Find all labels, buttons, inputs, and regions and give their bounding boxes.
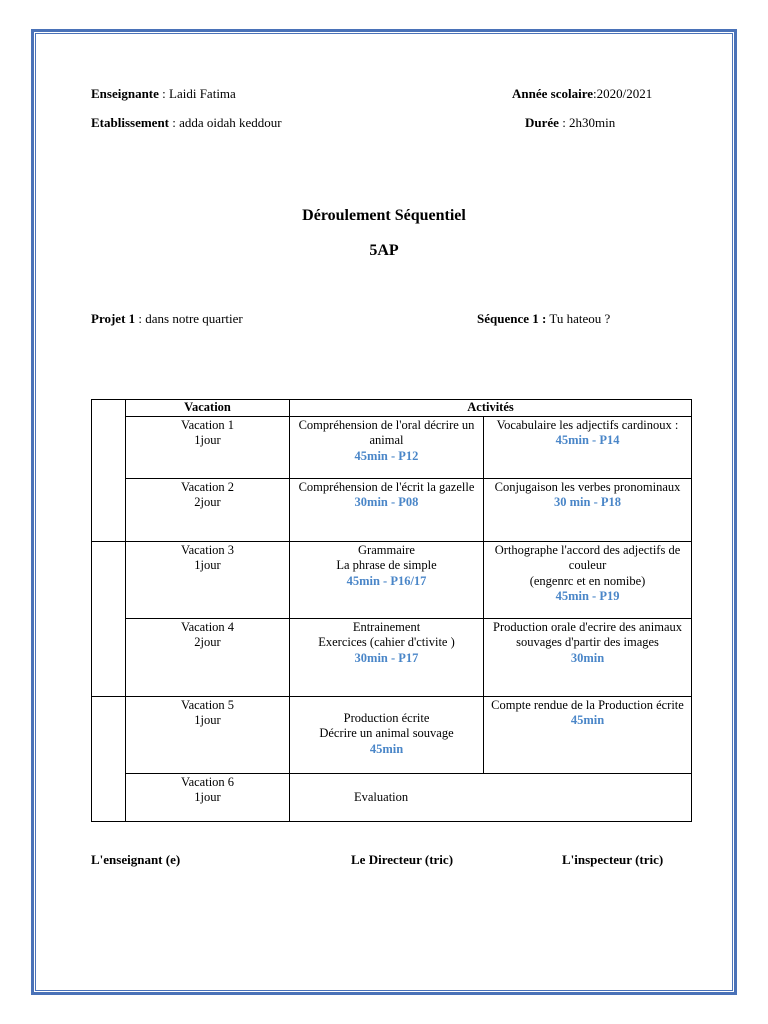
sequence-line [477, 311, 610, 327]
activity-title: Grammaire [358, 542, 415, 557]
sequence-table [91, 399, 692, 822]
vacation-cell [126, 618, 290, 696]
duration-line [525, 115, 615, 131]
vacation-days: 1jour [194, 790, 221, 804]
vacation-name: Vacation 2 [180, 479, 235, 494]
teacher-line [91, 86, 236, 102]
activity-text: Evaluation [354, 789, 409, 804]
vacation-name: Vacation 6 [180, 774, 235, 789]
vacation-cell [126, 416, 290, 478]
activity-title: Entrainement [352, 619, 421, 634]
signature-teacher: L'enseignant (e) [91, 852, 181, 867]
vacation-cell [126, 541, 290, 618]
activity-time: 30min [570, 650, 605, 665]
table-header-row [92, 400, 692, 417]
activity-cell [484, 478, 692, 541]
signature-director: Le Directeur (tric) [351, 852, 454, 867]
activity-cell [290, 478, 484, 541]
vacation-name: Vacation 4 [180, 619, 235, 634]
activity-cell [290, 416, 484, 478]
activity-text: Décrire un animal souvage [319, 726, 454, 740]
table-row [92, 416, 692, 478]
activity-cell [484, 416, 692, 478]
activity-title: Production écrite [343, 710, 430, 725]
page-subtitle: 5AP [369, 242, 399, 259]
activity-time: 45min - P12 [354, 448, 419, 463]
duration-value: : 2h30min [558, 115, 616, 130]
year-line [512, 86, 652, 102]
teacher-value: : Laidi Fatima [158, 86, 236, 101]
activity-time: 30 min - P18 [554, 495, 622, 509]
project-label: Projet 1 [91, 311, 136, 326]
activity-cell [484, 618, 692, 696]
activity-cell [484, 696, 692, 773]
activity-cell [290, 541, 484, 618]
table-row [92, 696, 692, 773]
activity-text: Vocabulaire les adjectifs cardinoux : [496, 417, 679, 432]
signature-inspector: L'inspecteur (tric) [562, 852, 664, 867]
activity-cell [290, 696, 484, 773]
table-row [92, 773, 692, 821]
week-cell [92, 400, 126, 542]
activity-text: Compréhension de l'écrit la gazelle [298, 479, 475, 494]
sequence-label: Séquence 1 : [477, 311, 547, 326]
project-line [91, 311, 243, 327]
vacation-cell [126, 773, 290, 821]
table-row [92, 541, 692, 618]
vacation-cell [126, 696, 290, 773]
activity-text: Compréhension de l'oral décrire un animal [298, 417, 475, 447]
activity-time: 45min - P16/17 [346, 573, 427, 588]
activity-time: 30min - P08 [354, 495, 419, 509]
teacher-label: Enseignante [91, 86, 159, 101]
week-cell [92, 541, 126, 696]
vacation-name: Vacation 3 [180, 542, 235, 557]
duration-label: Durée [525, 115, 559, 130]
vacation-days: 2jour [194, 495, 221, 509]
header-activities: Activités [290, 400, 692, 417]
activity-text: Conjugaison les verbes pronominaux [494, 479, 681, 494]
school-value: : adda oidah keddour [169, 115, 282, 130]
activity-cell [290, 773, 692, 821]
activity-time: 45min - P14 [555, 433, 620, 447]
week-cell [92, 696, 126, 821]
activity-text: Production orale d'ecrire des animaux souvages d'partir des images [493, 619, 682, 649]
vacation-days: 1jour [194, 433, 221, 447]
activity-time: 30min - P17 [354, 650, 419, 665]
activity-text: Orthographe l'accord des adjectifs de couleur [494, 542, 681, 572]
vacation-days: 1jour [194, 558, 221, 572]
activity-text: Compte rendue de la Production écrite [491, 697, 684, 712]
table-row [92, 618, 692, 696]
activity-cell [290, 618, 484, 696]
vacation-name: Vacation 1 [180, 417, 235, 432]
vacation-days: 1jour [194, 713, 221, 727]
school-line [91, 115, 282, 131]
activity-time: 45min [369, 741, 404, 756]
activity-text: Exercices (cahier d'ctivite ) [318, 635, 455, 649]
year-label: Année scolaire [512, 86, 593, 101]
activity-time: 45min [570, 713, 605, 727]
year-value: :2020/2021 [593, 86, 653, 101]
vacation-cell [126, 478, 290, 541]
header-vacation: Vacation [126, 400, 290, 417]
sequence-value: Tu hateou ? [546, 311, 611, 326]
vacation-name: Vacation 5 [180, 697, 235, 712]
project-value: : dans notre quartier [135, 311, 243, 326]
activity-cell [484, 541, 692, 618]
activity-time: 45min - P19 [555, 589, 620, 603]
activity-text: La phrase de simple [336, 558, 437, 572]
school-label: Etablissement [91, 115, 169, 130]
page-title: Déroulement Séquentiel [302, 207, 466, 224]
table-row [92, 478, 692, 541]
activity-text-extra: (engenrc et en nomibe) [529, 573, 646, 588]
vacation-days: 2jour [194, 635, 221, 649]
